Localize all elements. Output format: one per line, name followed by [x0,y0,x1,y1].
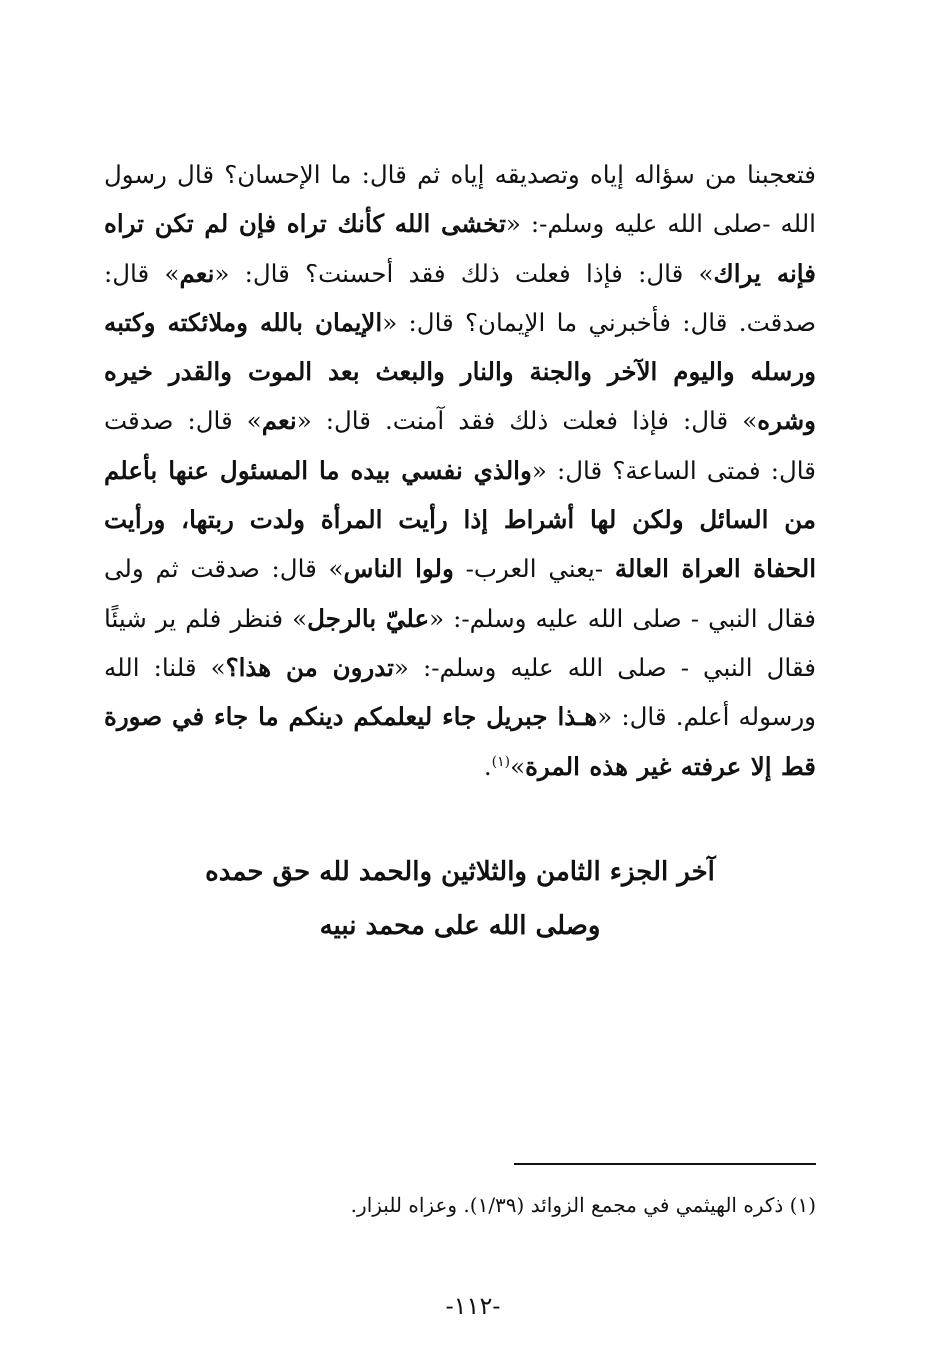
page-number: -١١٢- [445,1292,501,1320]
closing-line: آخر الجزء الثامن والثلاثين والحمد لله حق حمده [205,857,715,887]
body-text-segment: » قلنا: الله ورسوله أعلم. قال: « [104,652,816,732]
closing-colophon [104,845,816,953]
body-text-segment: فتعجبنا من سؤاله إياه وتصديقه إياه ثم قال: ما الإحسان؟ قال رسول الله -صلى الله عليه وسلم-: « [104,160,816,239]
bold-quote-saah: والذي نفسي بيده ما المسئول عنها بأعلم من السائل ولكن لها أشراط إذا رأيت المرأة ولدت ربتها، ورأيت الحفاة العراة العالة [104,455,817,584]
body-text-segment: » فنظر فلم ير شيئًا فقال النبي - صلى الله عليه وسلم-: « [104,603,816,682]
bold-quote-alayya: عليّ بالرجل [307,603,430,633]
bold-quote-ihsan: تخشى الله كأنك تراه فإن لم تكن تراه فإنه يراك [104,209,816,288]
body-text-segment: » قال: فإذا فعلت ذلك فقد آمنت. قال: « [296,406,758,436]
body-text-segment: » قال: صدقت ثم ولى فقال النبي - صلى الله عليه وسلم-: « [104,554,816,633]
bold-quote-naam: نعم [261,406,297,436]
bold-quote-walaw: ولوا الناس [343,554,454,584]
body-text-segment: . [483,751,492,781]
bold-quote-naam: نعم [179,258,215,288]
footnote-divider [514,1163,816,1165]
bold-quote-tadroon: تدرون من هذا؟ [225,652,394,682]
bold-quote-jibril: هـذا جبريل جاء ليعلمكم دينكم ما جاء في صورة قط إلا عرفته غير هذه المرة [104,702,816,781]
footnote: (١) ذكره الهيثمي في مجمع الزوائد (١/٣٩). وعزاه للبزار. [350,1193,816,1217]
closing-line: وصلى الله على محمد نبيه [319,911,601,941]
body-text-segment: » قال: صدقت قال: فمتى الساعة؟ قال: « [104,406,816,485]
hadith-body-text [104,150,816,791]
footnote-reference: (١) [491,753,511,770]
body-text-segment: » [510,751,526,781]
body-text-segment: -يعني العرب- [453,554,615,584]
body-text-segment: » قال: صدقت. قال: فأخبرني ما الإيمان؟ قال: « [104,258,816,337]
bold-quote-iman: الإيمان بالله وملائكته وكتبه ورسله واليوم الآخر والجنة والنار والبعث بعد الموت والقدر خيره وشره [104,307,816,436]
body-text-segment: » قال: فإذا فعلت ذلك فقد أحسنت؟ قال: « [214,258,714,288]
